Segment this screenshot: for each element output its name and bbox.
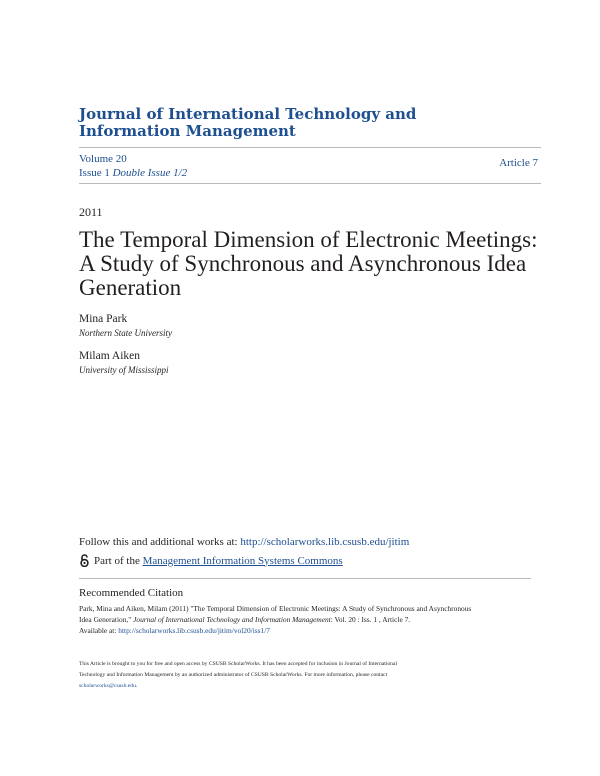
- paper-title: The Temporal Dimension of Electronic Meetings: A Study of Synchronous and Asynchronous Idea Generation: [79, 227, 538, 300]
- journal-title[interactable]: Journal of International Technology and Information Management: [79, 105, 417, 140]
- publication-year: 2011: [79, 205, 103, 219]
- issue-link[interactable]: [79, 167, 187, 179]
- commons-link[interactable]: Management Information Systems Commons: [142, 554, 343, 567]
- follow-url-link[interactable]: http://scholarworks.lib.csusb.edu/jitim: [240, 536, 410, 548]
- notice-line-2: Technology and Information Management by an authorized administrator of CSUSB ScholarWorks. For more information, please contact: [79, 672, 388, 678]
- author-affiliation: Northern State University: [79, 328, 172, 338]
- notice-line-3: [79, 681, 499, 692]
- citation-line-1: Park, Mina and Aiken, Milam (2011) "The Temporal Dimension of Electronic Meetings: A Study of Synchronous and Asynchronous: [79, 604, 472, 613]
- citation-title-end: Idea Generation,": [79, 615, 134, 624]
- citation-url-link[interactable]: http://scholarworks.lib.csusb.edu/jitim/vol20/iss1/7: [118, 626, 270, 635]
- citation-journal: Journal of International Technology and Information Management: [133, 615, 331, 624]
- citation-rule: [79, 578, 531, 579]
- open-access-lock-icon: [79, 554, 90, 567]
- author-name: Mina Park: [79, 313, 128, 325]
- header-rule-top: [79, 147, 541, 148]
- citation-line-3: [79, 625, 529, 636]
- part-of-line: [79, 554, 343, 567]
- access-notice: [79, 659, 499, 692]
- recommended-citation-heading: Recommended Citation: [79, 587, 184, 599]
- header-rule-bottom: [79, 183, 541, 184]
- citation-line-2: [79, 614, 529, 625]
- notice-end: .: [135, 683, 138, 689]
- available-label: Available at:: [79, 626, 119, 635]
- contact-email-link[interactable]: scholarworks@csusb.edu: [79, 683, 136, 689]
- issue-prefix: Issue 1: [79, 167, 110, 179]
- notice-line-1: This Article is brought to you for free and open access by CSUSB ScholarWorks. It has been accepted for inclusion in Journal of International: [79, 661, 398, 667]
- author-affiliation: University of Mississippi: [79, 365, 169, 375]
- citation-text: [79, 603, 529, 636]
- volume-link[interactable]: Volume 20: [79, 153, 127, 165]
- part-of-text: Part of the: [94, 554, 140, 567]
- volume-issue-info: [79, 152, 187, 180]
- article-number-link[interactable]: Article 7: [499, 157, 538, 169]
- issue-suffix: Double Issue 1/2: [112, 167, 188, 179]
- author-name: Milam Aiken: [79, 350, 141, 362]
- follow-line: [79, 536, 409, 548]
- citation-volume: : Vol. 20 : Iss. 1 , Article 7.: [330, 615, 411, 624]
- follow-text: Follow this and additional works at:: [79, 536, 241, 548]
